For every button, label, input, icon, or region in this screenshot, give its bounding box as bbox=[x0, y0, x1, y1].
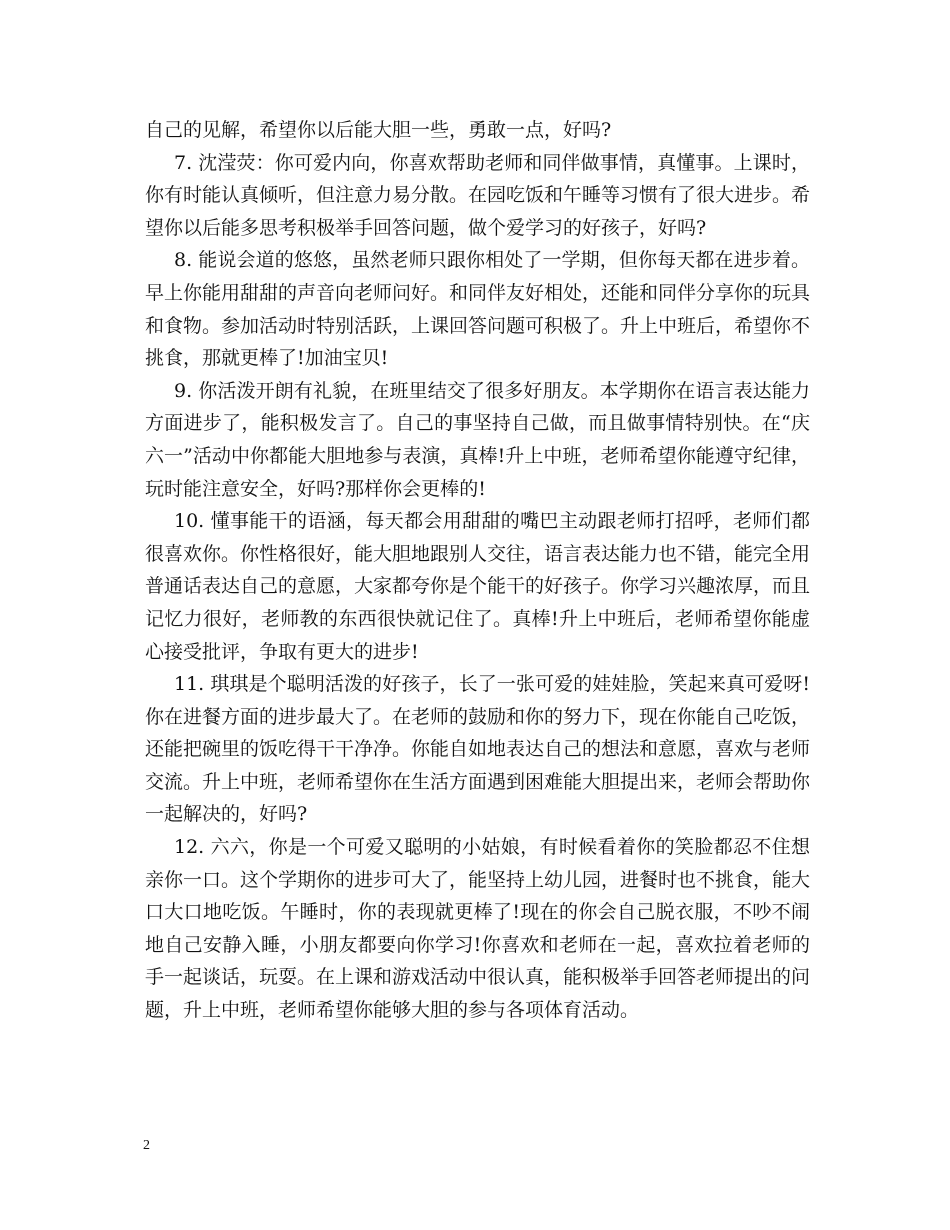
paragraph-continuation: 自己的见解，希望你以后能大胆一些，勇敢一点，好吗? bbox=[145, 119, 612, 141]
document-body bbox=[145, 114, 810, 1027]
paragraph-item-7: 7. 沈滢荧：你可爱内向，你喜欢帮助老师和同伴做事情，真懂事。上课时，你有时能认真倾听，但注意力易分散。在园吃饭和午睡等习惯有了很大进步。希望你以后能多思考积极举手回答问题，做个爱学习的好孩子，好吗? bbox=[145, 151, 811, 239]
paragraph-item-9: 9. 你活泼开朗有礼貌，在班里结交了很多好朋友。本学期你在语言表达能力方面进步了，能积极发言了。自己的事坚持自己做，而且做事情特别快。在“庆六一”活动中你都能大胆地参与表演，真棒!升上中班，老师希望你能遵守纪律，玩时能注意安全，好吗?那样你会更棒的! bbox=[145, 379, 810, 500]
page-number: 2 bbox=[143, 1138, 150, 1153]
paragraph-item-12: 12. 六六，你是一个可爱又聪明的小姑娘，有时候看着你的笑脸都忍不住想亲你一口。这个学期你的进步可大了，能坚持上幼儿园，进餐时也不挑食，能大口大口地吃饭。午睡时，你的表现就更棒了!现在的你会自己脱衣服，不吵不闹地自己安静入睡，小朋友都要向你学习!你喜欢和老师在一起，喜欢拉着老师的手一起谈话，玩耍。在上课和游戏活动中很认真，能积极举手回答老师提出的问题，升上中班，老师希望你能够大胆的参与各项体育活动。 bbox=[145, 836, 811, 1022]
paragraph-item-11: 11. 琪琪是个聪明活泼的好孩子，长了一张可爱的娃娃脸，笑起来真可爱呀!你在进餐方面的进步最大了。在老师的鼓励和你的努力下，现在你能自己吃饭，还能把碗里的饭吃得干干净净。你能自如地表达自己的想法和意愿，喜欢与老师交流。升上中班，老师希望你在生活方面遇到困难能大胆提出来，老师会帮助你一起解决的，好吗? bbox=[145, 673, 811, 826]
paragraph-item-10: 10. 懂事能干的语涵，每天都会用甜甜的嘴巴主动跟老师打招呼，老师们都很喜欢你。你性格很好，能大胆地跟别人交往，语言表达能力也不错，能完全用普通话表达自己的意愿，大家都夸你是个能干的好孩子。你学习兴趣浓厚，而且记忆力很好，老师教的东西很快就记住了。真棒!升上中班后，老师希望你能虚心接受批评，争取有更大的进步! bbox=[145, 510, 811, 663]
paragraph-item-8: 8. 能说会道的悠悠，虽然老师只跟你相处了一学期，但你每天都在进步着。早上你能用甜甜的声音向老师问好。和同伴友好相处，还能和同伴分享你的玩具和食物。参加活动时特别活跃，上课回答问题可积极了。升上中班后，希望你不挑食，那就更棒了!加油宝贝! bbox=[145, 249, 811, 370]
